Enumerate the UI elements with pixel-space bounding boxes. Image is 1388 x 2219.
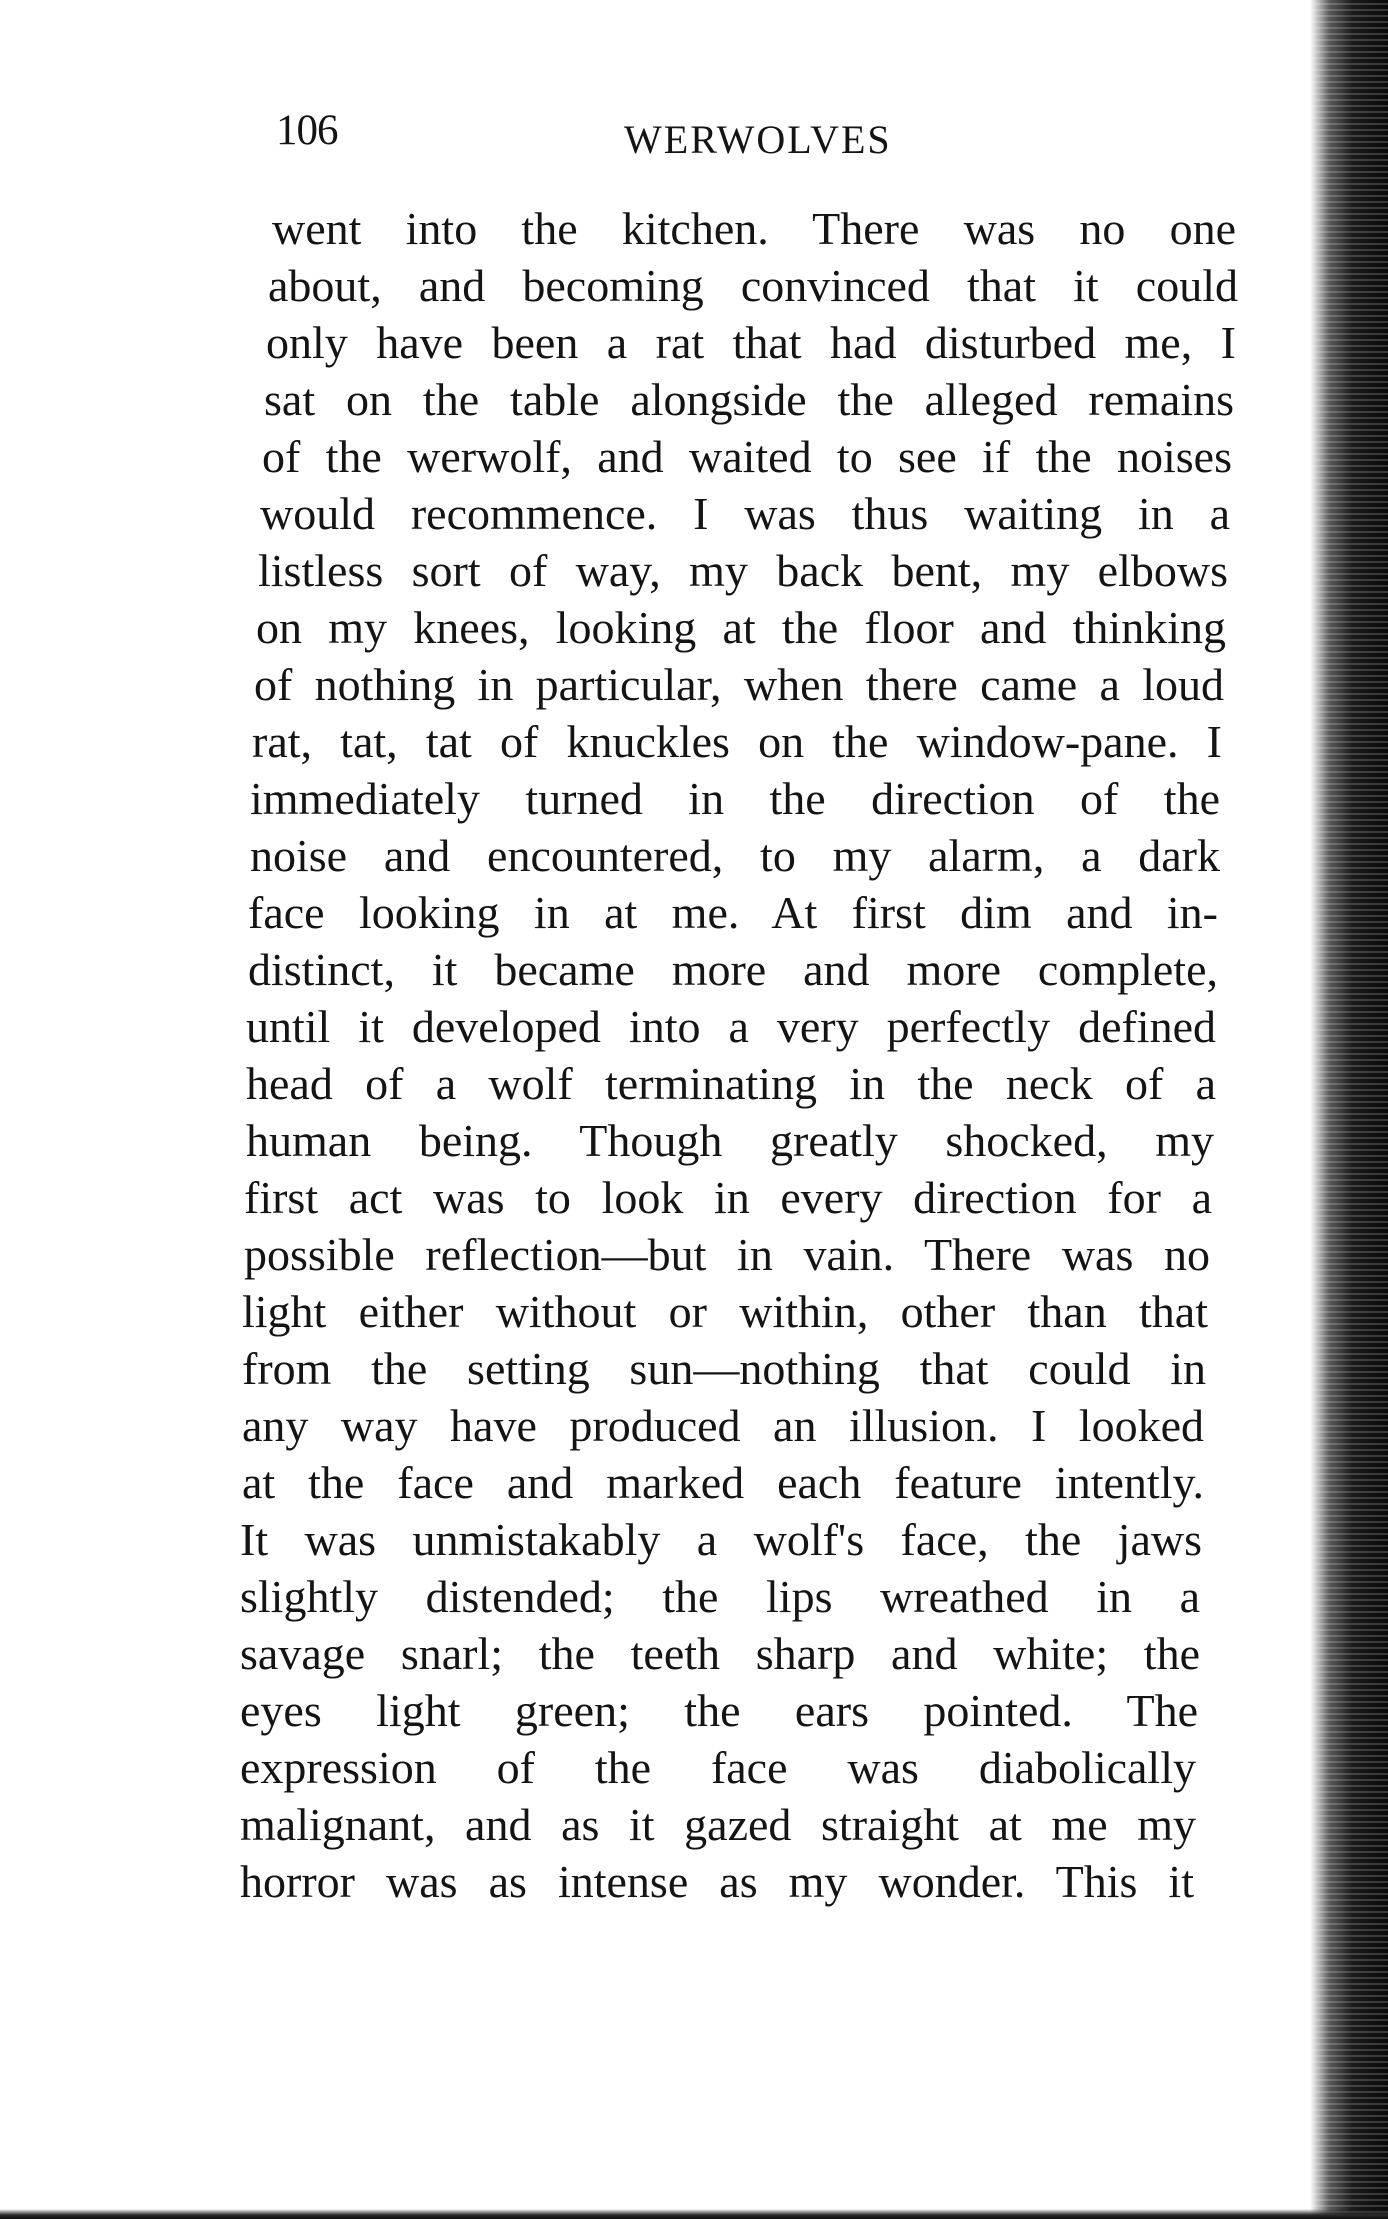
text-line: noise and encountered, to my alarm, a dark	[250, 830, 1220, 881]
page-header	[272, 100, 1252, 160]
text-line: from the setting sun—nothing that could in	[242, 1343, 1206, 1394]
text-line: went into the kitchen. There was no one	[272, 203, 1236, 254]
running-title: WERWOLVES	[624, 117, 892, 162]
text-line: at the face and marked each feature intently.	[242, 1457, 1204, 1508]
book-binding-texture	[1310, 0, 1388, 2219]
text-line: savage snarl; the teeth sharp and white; the	[240, 1628, 1200, 1679]
text-line: possible reflection—but in vain. There was no	[244, 1229, 1210, 1280]
page-bottom-edge	[0, 2209, 1388, 2219]
text-line: distinct, it became more and more complete,	[248, 944, 1218, 995]
text-line: only have been a rat that had disturbed me, I	[266, 317, 1236, 368]
text-line: face looking in at me. At first dim and in-	[248, 887, 1218, 938]
body-text	[240, 200, 1280, 1910]
text-line: about, and becoming convinced that it could	[268, 260, 1238, 311]
text-line: sat on the table alongside the alleged remains	[264, 374, 1234, 425]
text-line: slightly distended; the lips wreathed in a	[240, 1571, 1200, 1622]
text-line: listless sort of way, my back bent, my elbows	[258, 545, 1228, 596]
text-line: would recommence. I was thus waiting in a	[260, 488, 1230, 539]
text-line: until it developed into a very perfectly defined	[246, 1001, 1216, 1052]
text-line: It was unmistakably a wolf's face, the jaws	[240, 1514, 1202, 1565]
text-line: immediately turned in the direction of the	[250, 773, 1220, 824]
page-number: 106	[276, 107, 338, 154]
text-line: of the werwolf, and waited to see if the noises	[262, 431, 1232, 482]
text-line: eyes light green; the ears pointed. The	[240, 1685, 1198, 1736]
text-line: malignant, and as it gazed straight at me my	[240, 1799, 1196, 1850]
text-line: light either without or within, other than that	[242, 1286, 1208, 1337]
text-line: on my knees, looking at the floor and thinking	[256, 602, 1226, 653]
text-line: of nothing in particular, when there came a loud	[254, 659, 1224, 710]
text-line: head of a wolf terminating in the neck of a	[246, 1058, 1216, 1109]
text-line: first act was to look in every direction for a	[244, 1172, 1212, 1223]
text-line: expression of the face was diabolically	[240, 1742, 1196, 1793]
text-line: rat, tat, tat of knuckles on the window-pane. I	[252, 716, 1222, 767]
text-line: horror was as intense as my wonder. This it	[240, 1856, 1194, 1907]
text-line: human being. Though greatly shocked, my	[246, 1115, 1214, 1166]
text-line: any way have produced an illusion. I looked	[242, 1400, 1204, 1451]
